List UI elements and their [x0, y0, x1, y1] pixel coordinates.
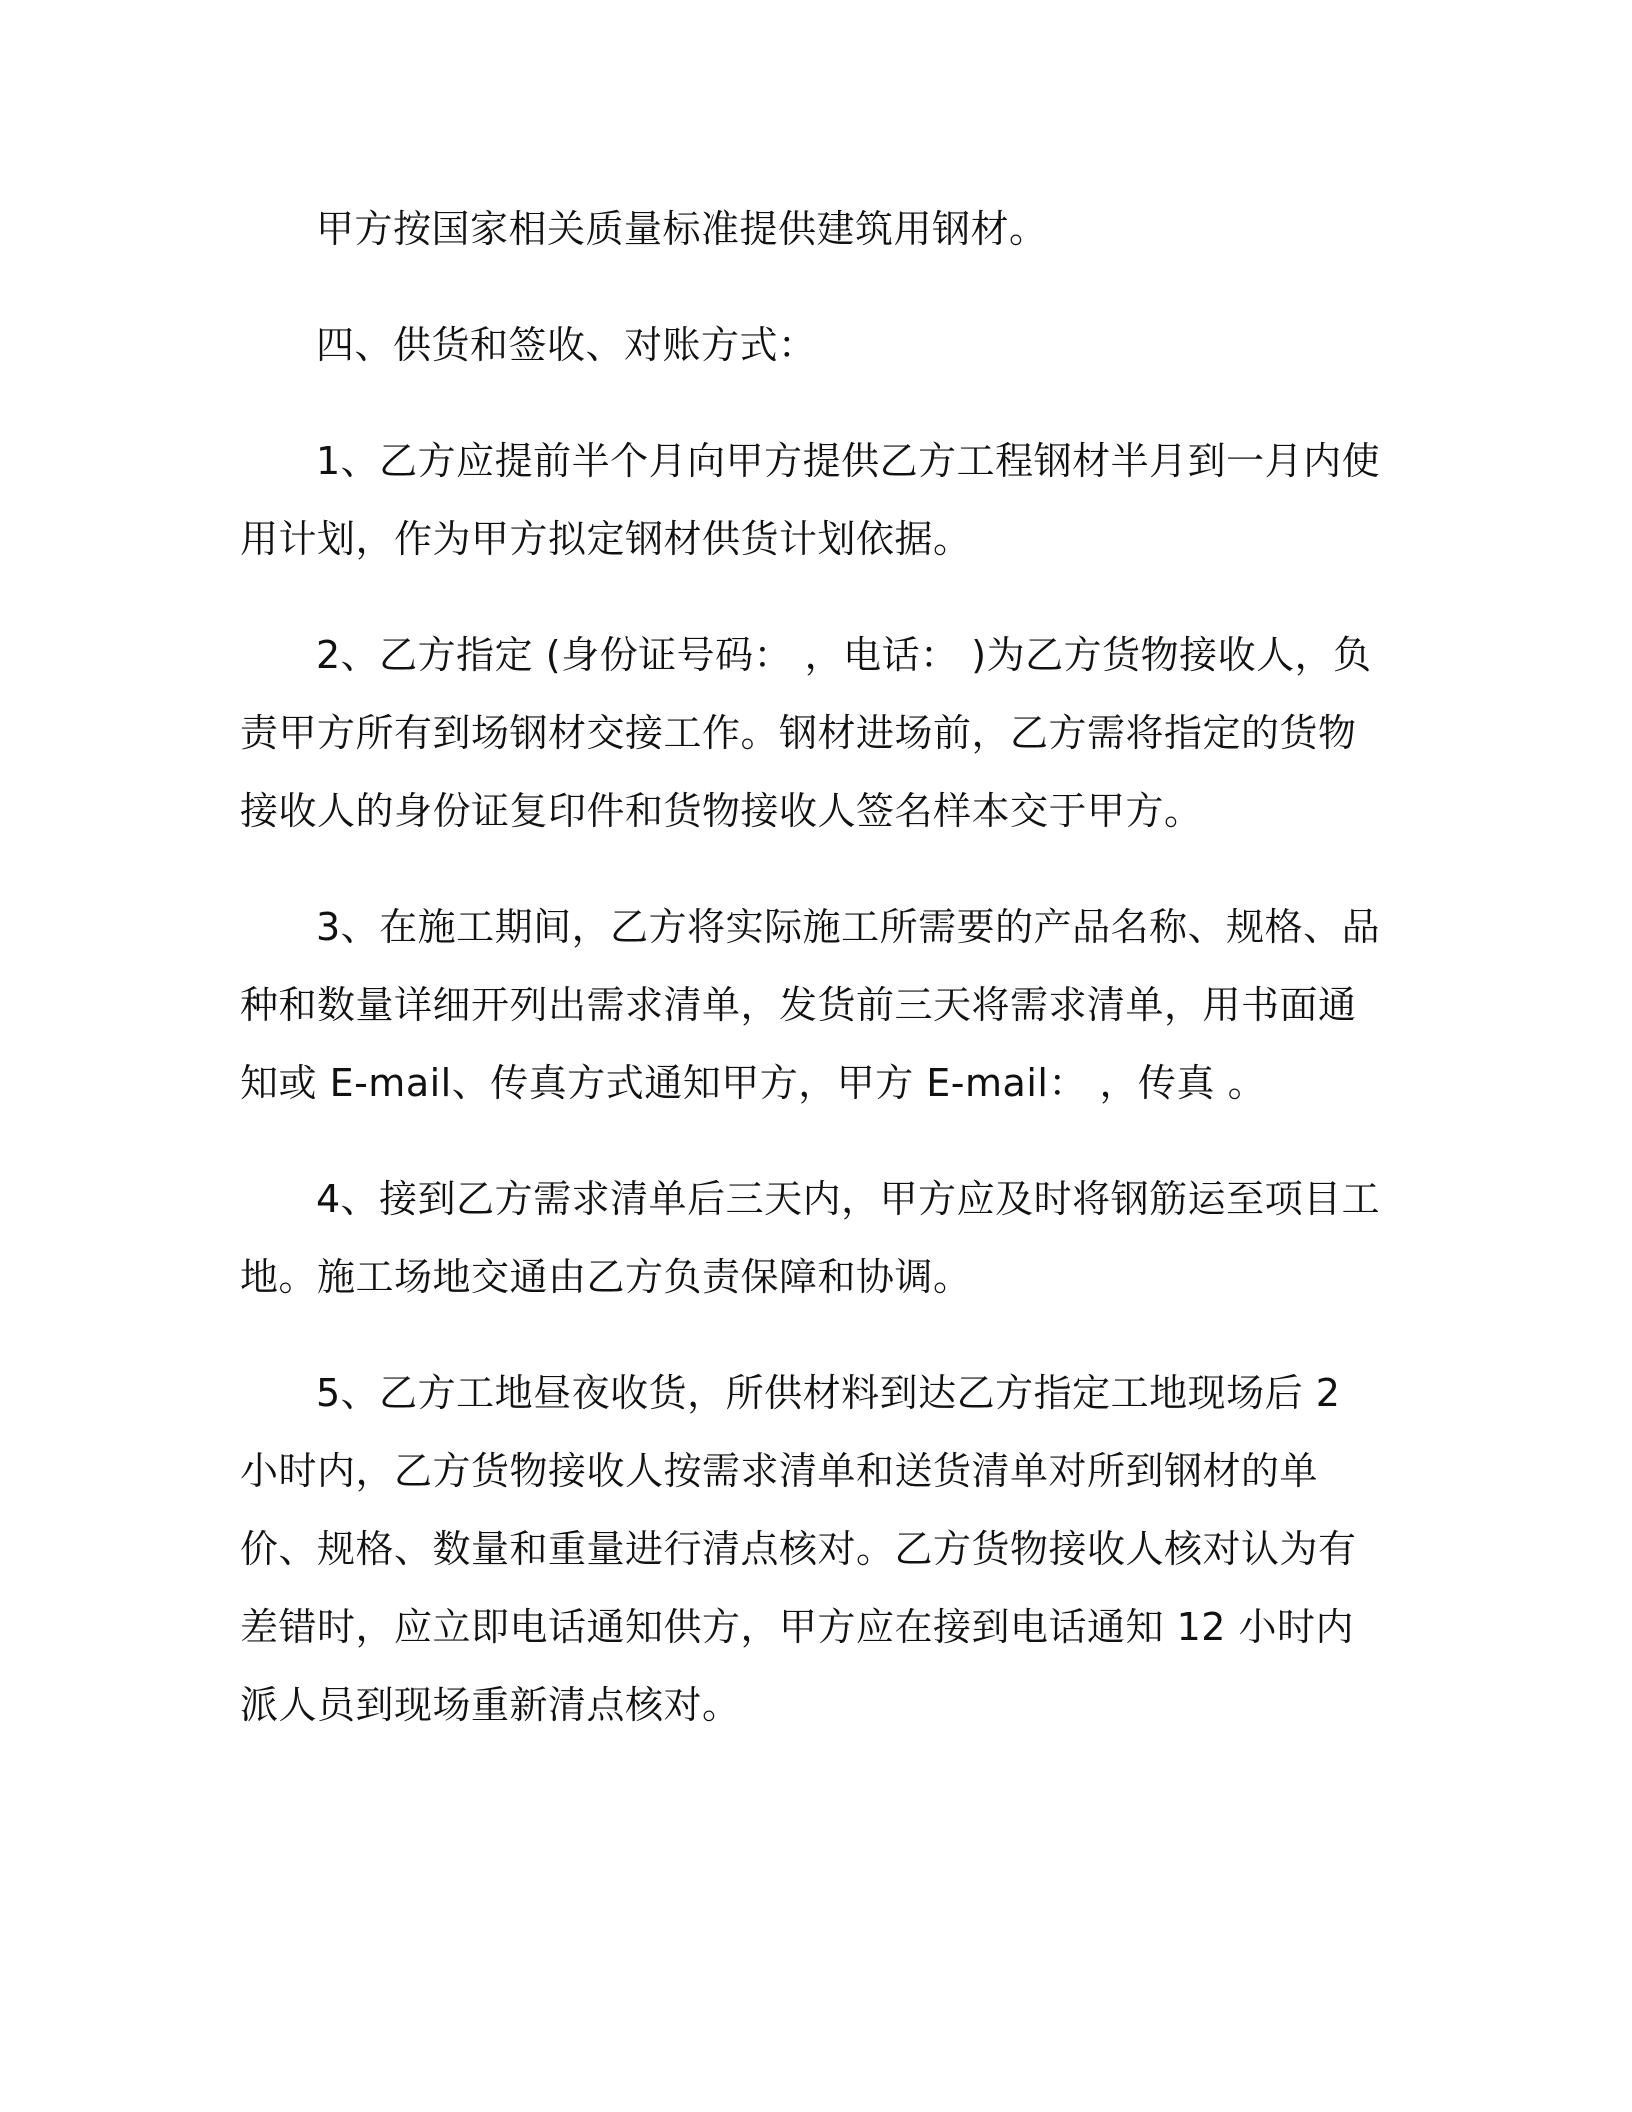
paragraph-item-2: 2、乙方指定 (身份证号码： ，电话： )为乙方货物接收人，负责甲方所有到场钢材交接工作。钢材进场前，乙方需将指定的货物接收人的身份证复印件和货物接收人签名样本交于甲方。 — [240, 633, 1372, 833]
section-heading-supply-receipt: 四、供货和签收、对账方式： — [316, 323, 817, 367]
document-body — [240, 190, 1390, 1782]
paragraph-item-1: 1、乙方应提前半个月向甲方提供乙方工程钢材半月到一月内使用计划，作为甲方拟定钢材供货计划依据。 — [240, 439, 1381, 561]
paragraph-quality-standard: 甲方按国家相关质量标准提供建筑用钢材。 — [316, 207, 1048, 251]
paragraph-item-5: 5、乙方工地昼夜收货，所供材料到达乙方指定工地现场后 2 小时内，乙方货物接收人按需求清单和送货清单对所到钢材的单价、规格、数量和重量进行清点核对。乙方货物接收人核对认为有差错时，应立即电话通知供方，甲方应在接到电话通知 12 小时内派人员到现场重新清点核对。 — [240, 1371, 1357, 1727]
paragraph-item-3: 3、在施工期间，乙方将实际施工所需要的产品名称、规格、品种和数量详细开列出需求清单，发货前三天将需求清单，用书面通知或 E-mail、传真方式通知甲方，甲方 E-mail： ，传真 。 — [240, 905, 1381, 1105]
paragraph-item-4: 4、接到乙方需求清单后三天内，甲方应及时将钢筋运至项目工地。施工场地交通由乙方负责保障和协调。 — [240, 1177, 1381, 1299]
